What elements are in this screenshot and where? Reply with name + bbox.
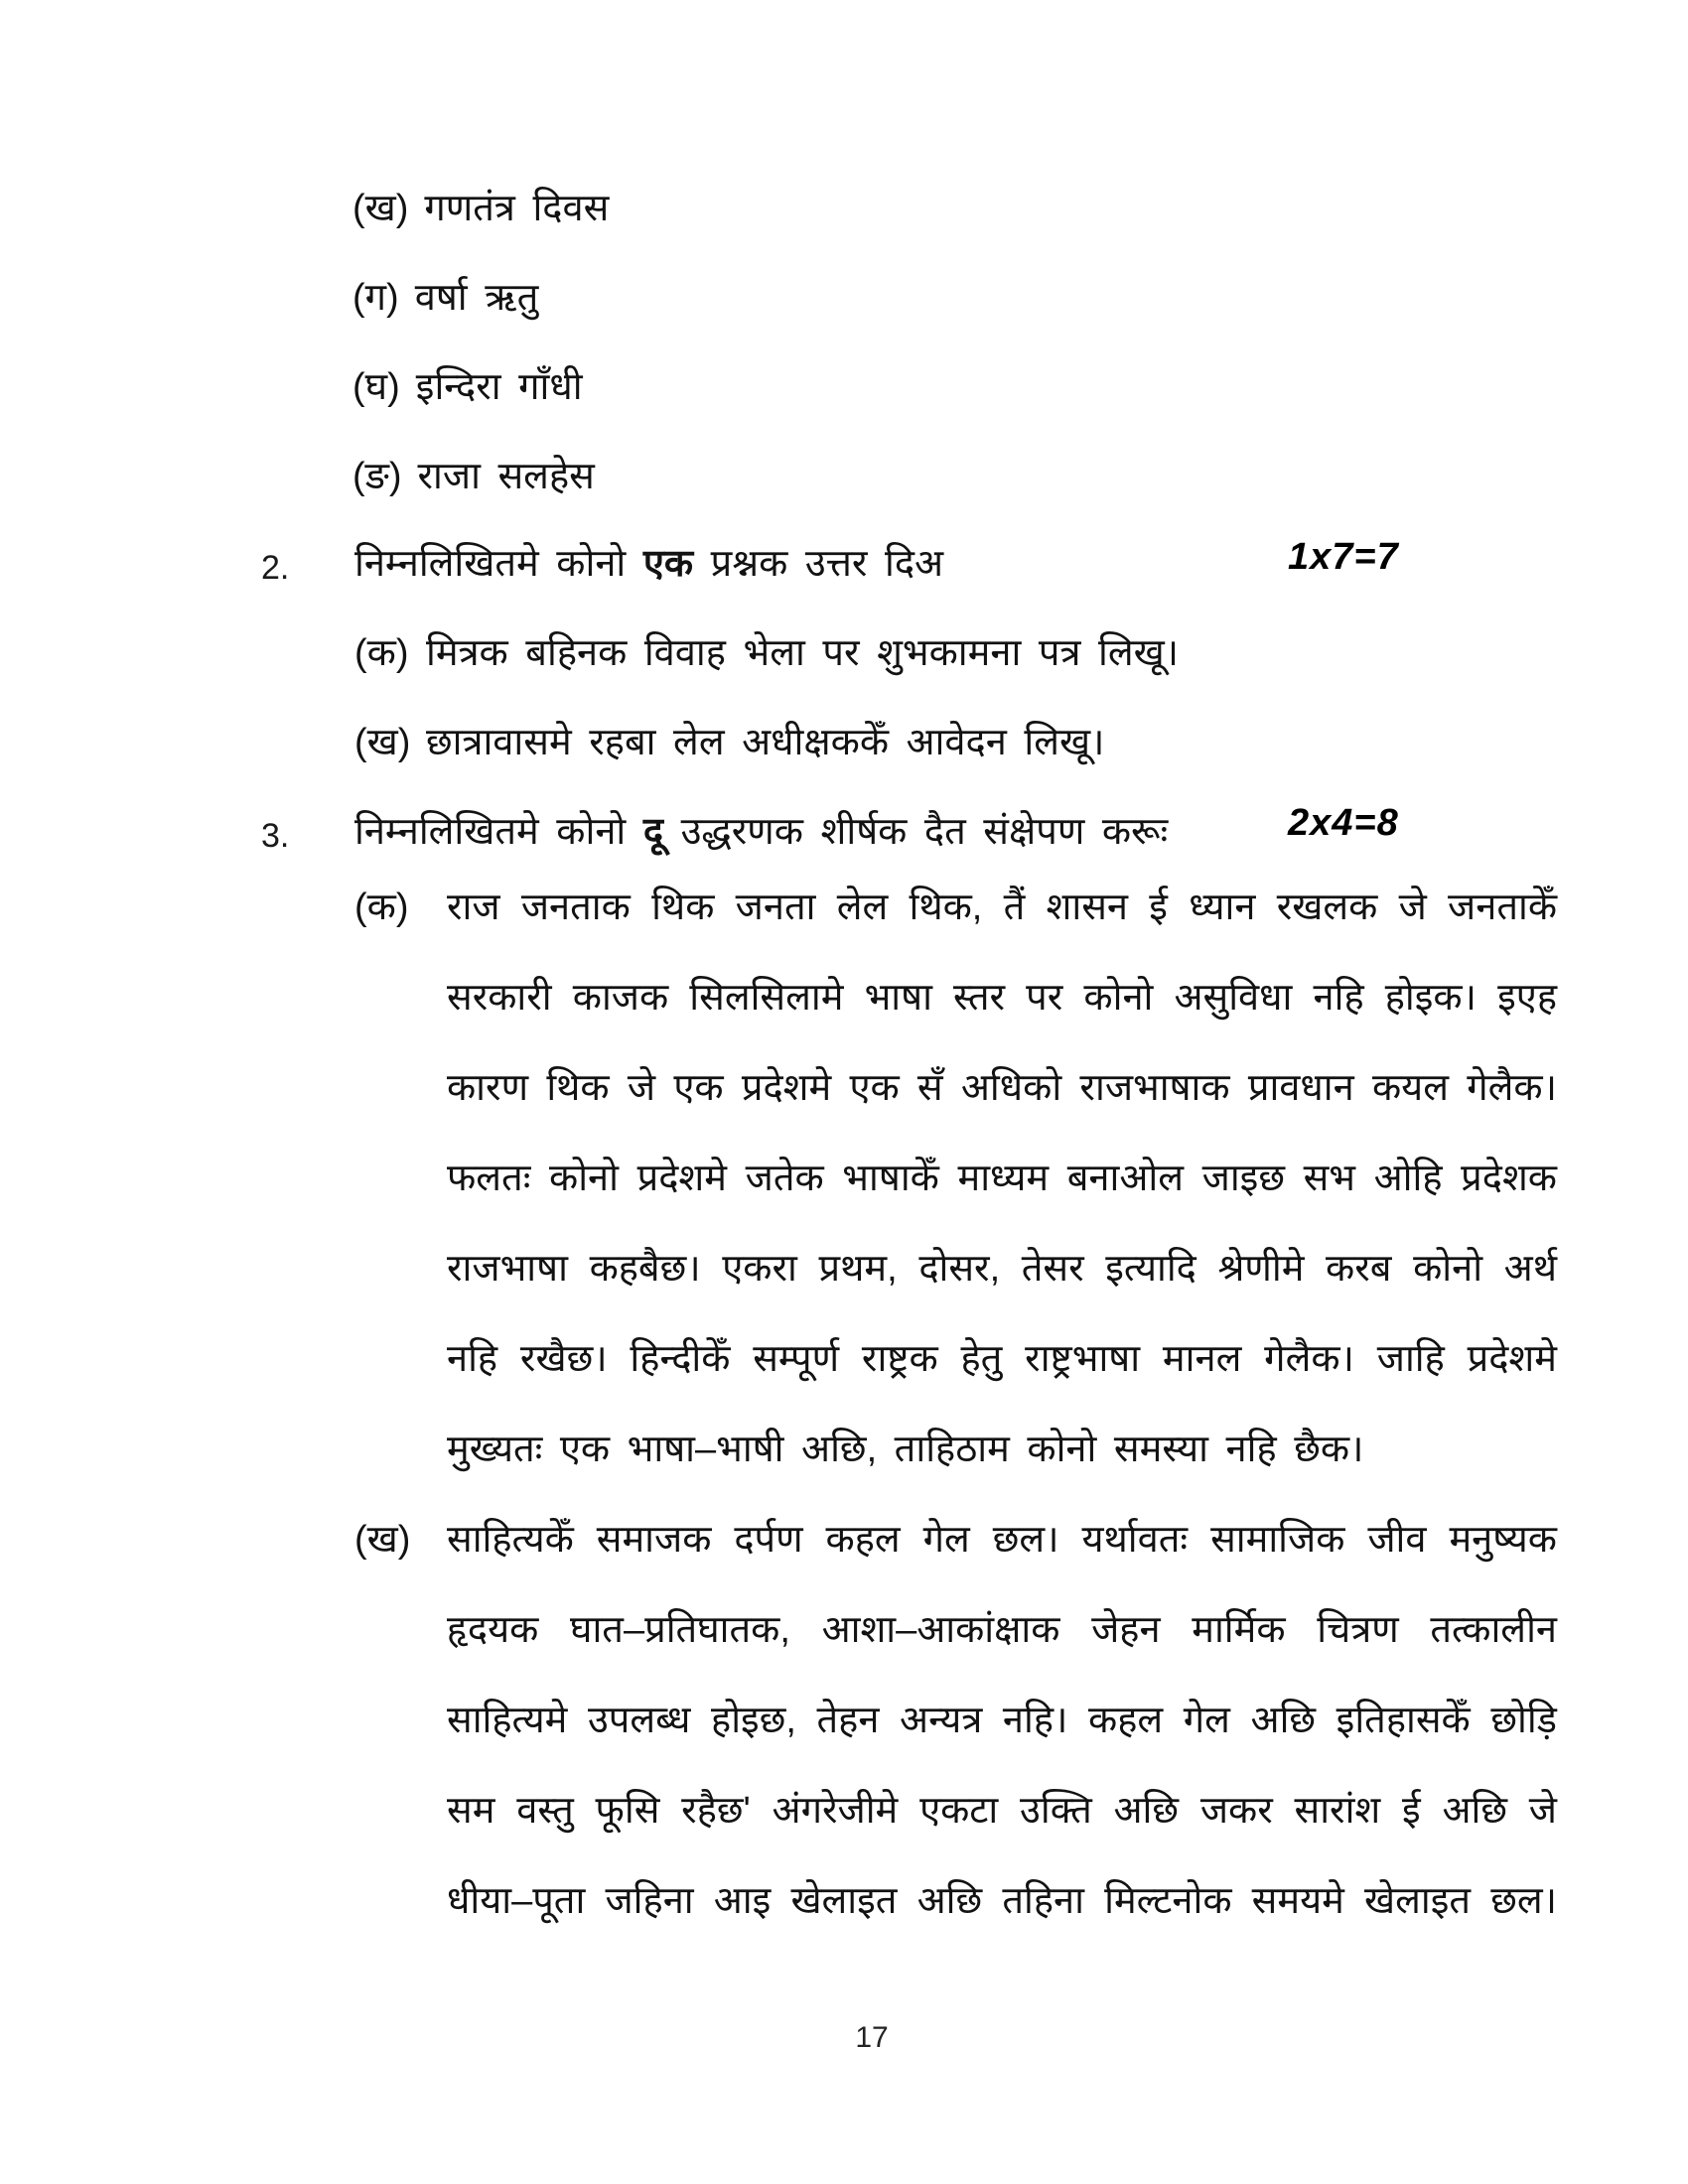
passage-line: फलतः कोनो प्रदेशमे जतेक भाषाकेँ माध्यम बनाओल जाइछ सभ ओहि प्रदेशक [447, 1158, 1557, 1199]
passage-line: राजभाषा कहबैछ। एकरा प्रथम, दोसर, तेसर इत्यादि श्रेणीमे करब कोनो अर्थ [447, 1248, 1557, 1290]
item-text: छात्रावासमे रहबा लेल अधीक्षककेँ आवेदन लिखू। [426, 722, 1105, 763]
q2-marks: 1x7=7 [1288, 536, 1399, 578]
option-text: वर्षा ऋतु [414, 277, 539, 319]
q1-option-ga [352, 274, 538, 323]
passage-line: राज जनताक थिक जनता लेल थिक, तैं शासन ई ध्यान रखलक जे जनताकेँ [447, 887, 1557, 928]
option-label: (घ) [352, 366, 400, 408]
option-text: गणतंत्र दिवस [424, 188, 610, 229]
option-text: इन्दिरा गाँधी [415, 366, 583, 408]
passage-line: सम वस्तु फूसि रहैछ' अंगरेजीमे एकटा उक्ति अछि जकर सारांश ई अछि जे [447, 1790, 1557, 1832]
passage-line: हृदयक घात–प्रतिघातक, आशा–आकांक्षाक जेहन मार्मिक चित्रण तत्कालीन [447, 1609, 1557, 1651]
q2-item-ka [354, 629, 1179, 678]
q3-number: 3. [261, 817, 290, 855]
q2-heading-suffix: प्रश्नक उत्तर दिअ [693, 543, 944, 585]
option-label: (ङ) [352, 456, 402, 497]
option-label: (ख) [352, 188, 409, 229]
item-label: (क) [354, 632, 409, 674]
option-label: (ग) [352, 277, 399, 319]
q3-passage-kha-label: (ख) [354, 1519, 411, 1561]
q2-heading [354, 540, 943, 589]
page-number: 17 [855, 2021, 889, 2054]
q2-number: 2. [261, 549, 290, 587]
q3-heading-suffix: उद्धरणक शीर्षक दैत संक्षेपण करूः [663, 811, 1169, 853]
q1-option-nga [352, 453, 595, 501]
q2-heading-bold-word: एक [642, 543, 694, 585]
item-text: मित्रक बहिनक विवाह भेला पर शुभकामना पत्र लिखू। [426, 632, 1180, 674]
passage-line: कारण थिक जे एक प्रदेशमे एक सँ अधिको राजभाषाक प्रावधान कयल गेलैक। [447, 1067, 1557, 1109]
q2-item-kha [354, 719, 1104, 767]
passage-line: सरकारी काजक सिलसिलामे भाषा स्तर पर कोनो असुविधा नहि होइक। इएह [447, 977, 1557, 1019]
q3-marks: 2x4=8 [1288, 802, 1399, 844]
passage-line: साहित्यकेँ समाजक दर्पण कहल गेल छल। यर्थावतः सामाजिक जीव मनुष्यक [447, 1519, 1557, 1561]
passage-line: मुख्यतः एक भाषा–भाषी अछि, ताहिठाम कोनो समस्या नहि छैक। [447, 1429, 1364, 1470]
q3-heading-bold-word: दू [642, 811, 664, 853]
passage-line: साहित्यमे उपलब्ध होइछ, तेहन अन्यत्र नहि। कहल गेल अछि इतिहासकेँ छोड़ि [447, 1700, 1557, 1741]
passage-line: नहि रखैछ। हिन्दीकेँ सम्पूर्ण राष्ट्रक हेतु राष्ट्रभाषा मानल गेलैक। जाहि प्रदेशमे [447, 1338, 1557, 1380]
q1-option-gha [352, 363, 583, 412]
q3-passage-ka-label: (क) [354, 887, 409, 928]
item-label: (ख) [354, 722, 411, 763]
passage-line: धीया–पूता जहिना आइ खेलाइत अछि तहिना मिल्टनोक समयमे खेलाइत छल। [447, 1880, 1557, 1922]
q2-heading-prefix: निम्नलिखितमे कोनो [354, 543, 643, 585]
q3-heading [354, 808, 1168, 857]
option-text: राजा सलहेस [417, 456, 595, 497]
q3-heading-prefix: निम्नलिखितमे कोनो [354, 811, 643, 853]
q1-option-kha [352, 185, 609, 233]
